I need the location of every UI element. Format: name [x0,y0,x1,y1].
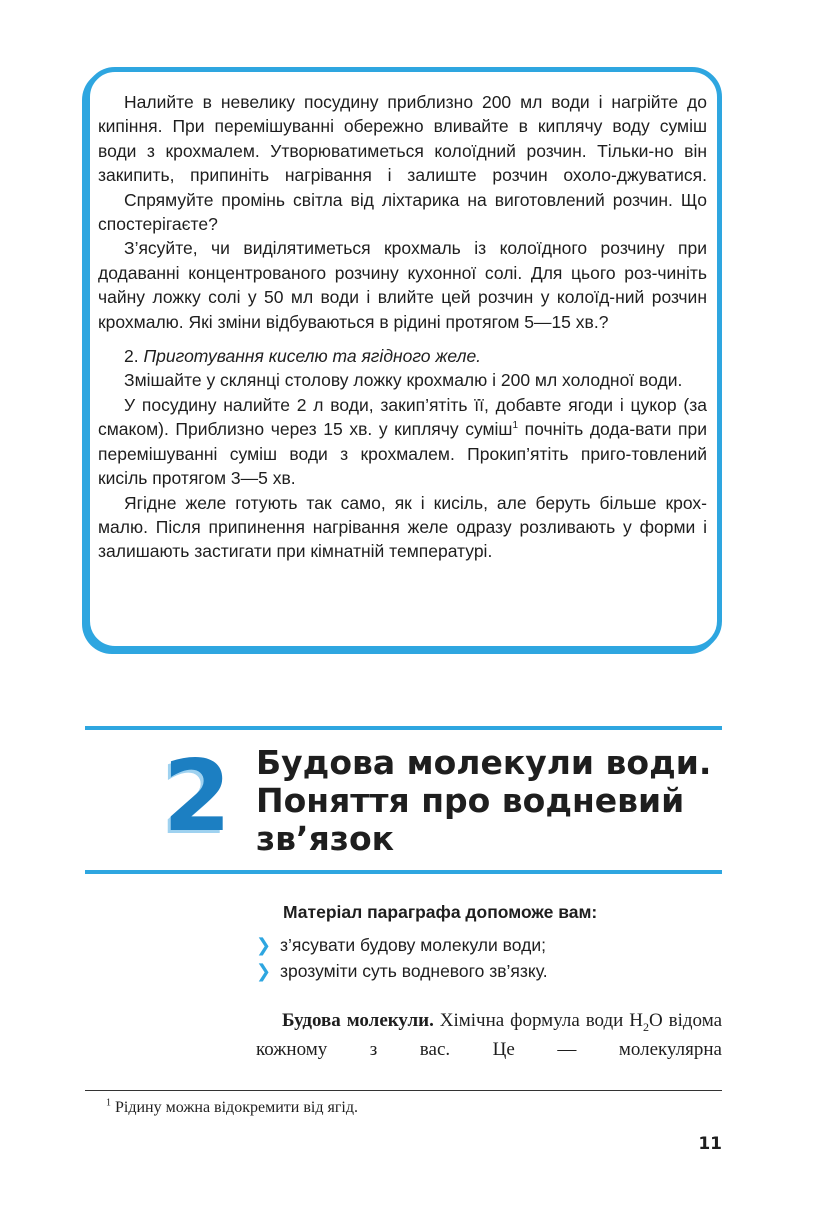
paragraph: Змішайте у склянці столову ложку крохмалю і 200 мл холодної води. [124,370,683,391]
section-top-rule [85,726,722,730]
goals-heading: Матеріал параграфа допоможе вам: [283,902,598,922]
subsection-heading: 2. Приготування киселю та ягідного желе. [124,346,482,367]
body-paragraph: Будова молекули. Хімічна формула води $H_2O$ відома кожному з вас. Це — молекулярна [256,1010,723,1060]
paragraph: Ягідне желе готують так само, як і кисіль, але беруть більше крох-малю. Після припинення нагрівання желе одразу розливають у форми і залишають застигати при кімнатній температурі. [98,492,707,562]
goals-list [256,932,548,984]
footnote-divider [85,1090,722,1091]
paragraph: Налийте в невелику посудину приблизно 200 мл води і нагрійте до кипіння. При перемішуванні обережно вливайте в киплячу воду суміш води з крохмалем. Утворюватиметься колоїдний розчин. Тільки-но він закипить, припиніть нагрівання і залиште розчин охоло-джуватися. [98,92,707,186]
subsection-title: Приготування киселю та ягідного желе. [143,346,482,367]
section-bottom-rule [85,870,722,874]
footnote-ref[interactable]: 1 [512,420,519,432]
page-number: 11 [698,1134,722,1154]
paragraph: У посудину налийте 2 л води, закип’ятіть її, добавте ягоди і цукор (за смаком). Приблизно через 15 хв. у киплячу суміш$^1$ почніть дода-вати при перемішуванні суміш води з крохмалем. Прокип’ятіть приго-товлений кисіль протягом 3—5 хв. [98,394,707,489]
chevron-right-icon: ❯ [256,935,272,955]
paragraph: З’ясуйте, чи виділятиметься крохмаль із колоїдного розчину при додаванні концентрованого розчину кухонної солі. Для цього роз-чиніть чайну ложку солі у 50 мл води і влийте цей розчин у колоїд-ний розчин крохмалю. Які зміни відбуваються в рідині протягом 5—15 хв.? [98,238,707,332]
section-number: 2 [163,740,232,854]
paragraph: Спрямуйте промінь світла від ліхтарика на виготовлений розчин. Що спостерігаєте? [98,189,707,235]
footnote: $^1$ Рідину можна відокремити від ягід. [106,1097,358,1116]
experiment-box [85,67,722,651]
section-title: Будова молекули води. Поняття про водневий зв’язок [256,743,712,858]
list-item: ❯ зрозуміти суть водневого зв’язку. [256,958,548,984]
list-item: ❯ з’ясувати будову молекули води; [256,932,548,958]
chevron-right-icon: ❯ [256,961,272,981]
